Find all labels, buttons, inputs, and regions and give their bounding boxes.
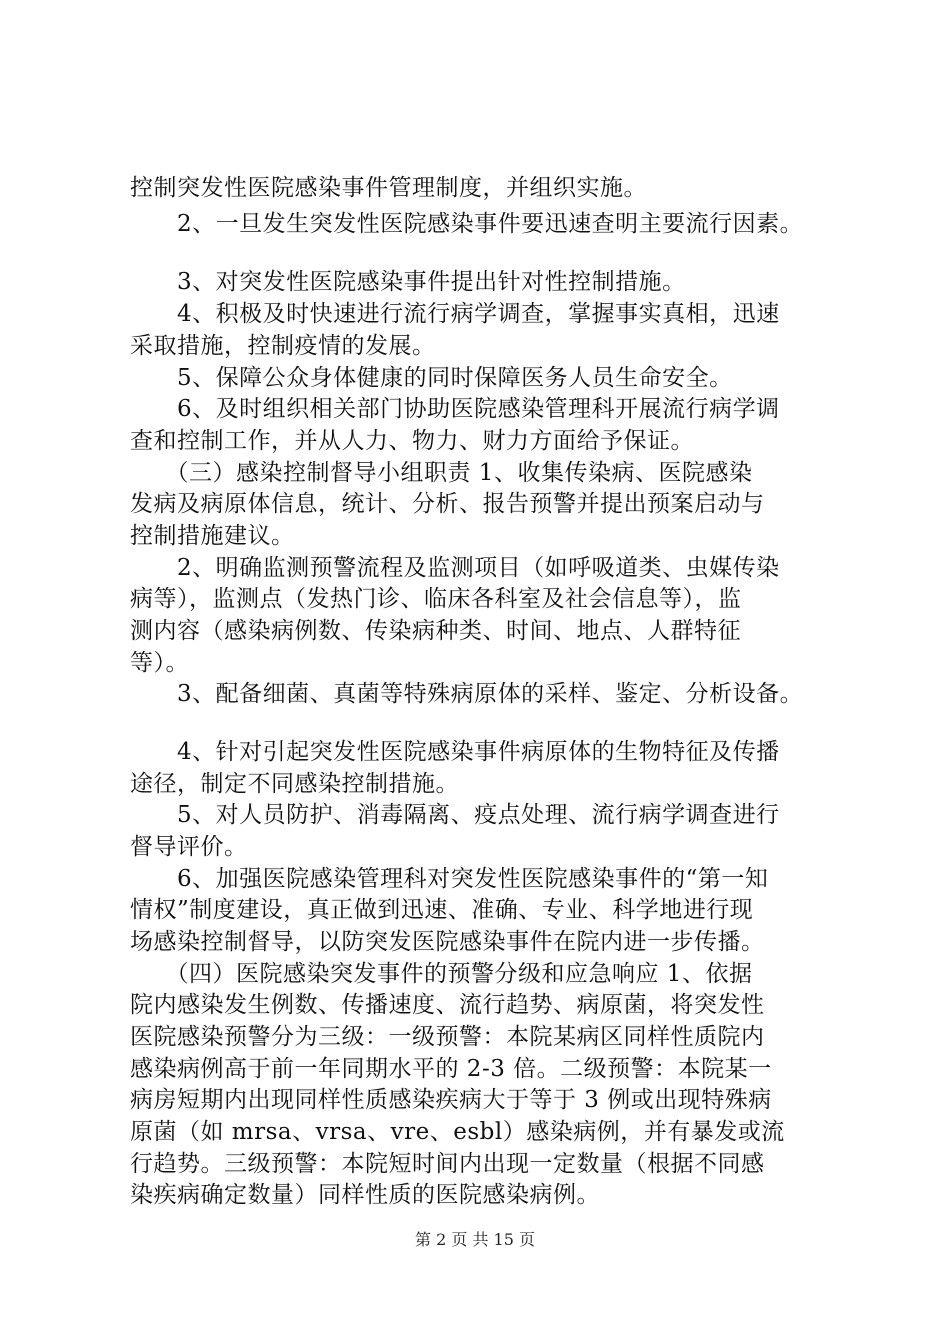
text-line: 4、积极及时快速进行流行病学调查，掌握事实真相，迅速: [130, 301, 780, 327]
text-line: 测内容（感染病例数、传染病种类、时间、地点、人群特征: [130, 618, 741, 644]
page-number: 第 2 页 共 15 页: [415, 1230, 535, 1249]
text-line: 医院感染预警分为三级：一级预警：本院某病区同样性质院内: [130, 1024, 765, 1050]
text-line: 控制措施建议。: [130, 523, 295, 549]
text-line: 情权”制度建设，真正做到迅速、准确、专业、科学地进行现: [130, 897, 754, 923]
text-line: 查和控制工作，并从人力、物力、财力方面给予保证。: [130, 428, 694, 454]
text-line: 行趋势。三级预警：本院短时间内出现一定数量（根据不同感: [130, 1151, 765, 1177]
text-line: 督导评价。: [130, 834, 248, 860]
text-line: 5、保障公众身体健康的同时保障医务人员生命安全。: [130, 365, 733, 391]
text-line: 原菌（如 mrsa、vrsa、vre、esbl）感染病例，并有暴发或流: [130, 1119, 785, 1145]
text-line: （三）感染控制督导小组职责 1、收集传染病、医院感染: [130, 460, 753, 486]
text-line: 发病及病原体信息，统计、分析、报告预警并提出预案启动与: [130, 491, 765, 517]
text-line: 2、一旦发生突发性医院感染事件要迅速查明主要流行因素。: [130, 211, 804, 237]
text-line: 2、明确监测预警流程及监测项目（如呼吸道类、虫媒传染: [130, 555, 780, 581]
text-line: 6、及时组织相关部门协助医院感染管理科开展流行病学调: [130, 396, 780, 422]
text-line: 3、配备细菌、真菌等特殊病原体的采样、鉴定、分析设备。: [130, 681, 804, 707]
text-line: 3、对突发性医院感染事件提出针对性控制措施。: [130, 269, 686, 295]
text-line: 场感染控制督导，以防突发医院感染事件在院内进一步传播。: [130, 929, 765, 955]
text-line: 病房短期内出现同样性质感染疾病大于等于 3 例或出现特殊病: [130, 1087, 772, 1113]
text-line: 4、针对引起突发性医院感染事件病原体的生物特征及传播: [130, 739, 780, 765]
text-line: 病等），监测点（发热门诊、临床各科室及社会信息等），监: [130, 586, 742, 612]
text-line: 6、加强医院感染管理科对突发性医院感染事件的“第一知: [130, 866, 769, 892]
text-line: 5、对人员防护、消毒隔离、疫点处理、流行病学调查进行: [130, 802, 780, 828]
text-line: 感染病例高于前一年同期水平的 2-3 倍。二级预警：本院某一: [130, 1056, 772, 1082]
text-line: 等）。: [130, 650, 189, 676]
text-line: 采取措施，控制疫情的发展。: [130, 333, 436, 359]
text-line: 染疾病确定数量）同样性质的医院感染病例。: [130, 1182, 600, 1208]
text-line: （四）医院感染突发事件的预警分级和应急响应 1、依据: [130, 961, 753, 987]
text-line: 控制突发性医院感染事件管理制度，并组织实施。: [130, 175, 647, 201]
text-line: 途径，制定不同感染控制措施。: [130, 771, 459, 797]
text-line: 院内感染发生例数、传播速度、流行趋势、病原菌，将突发性: [130, 992, 765, 1018]
